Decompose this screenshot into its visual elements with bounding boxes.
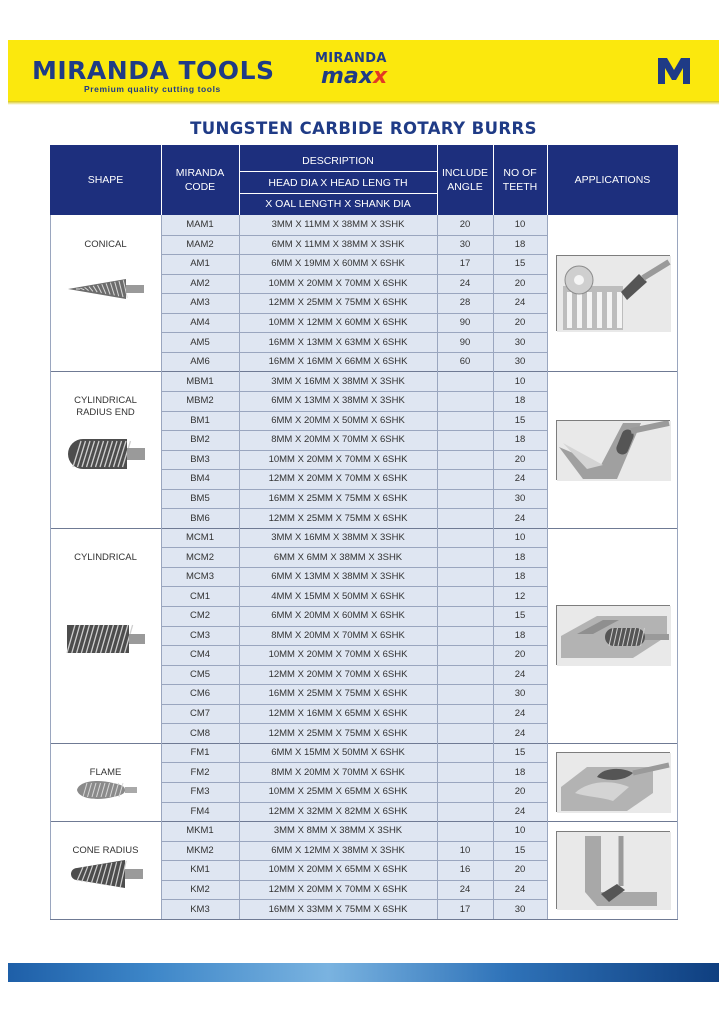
row-divider: [161, 782, 547, 783]
cell-desc: 10MM X 20MM X 70MM X 6SHK: [268, 453, 408, 465]
row-divider: [161, 684, 547, 685]
row-divider: [161, 606, 547, 607]
cell-code: FM2: [190, 766, 210, 778]
cell-desc: 10MM X 20MM X 70MM X 6SHK: [268, 277, 408, 289]
brand-logo-text: MIRANDA TOOLS: [32, 56, 275, 85]
row-divider: [161, 235, 547, 236]
row-divider: [161, 313, 547, 314]
cell-angle: 28: [459, 297, 471, 309]
table-row: [50, 235, 678, 255]
table-row: [50, 723, 678, 743]
table-row: [50, 254, 678, 274]
cell-code: MBM1: [186, 375, 214, 387]
table-row: [50, 411, 678, 431]
cell-desc: 6MM X 20MM X 60MM X 6SHK: [271, 610, 405, 622]
cell-desc: 10MM X 25MM X 65MM X 6SHK: [268, 786, 408, 798]
cell-code: CM6: [189, 688, 211, 700]
row-divider: [161, 293, 547, 294]
shape-label: FLAME: [89, 766, 122, 778]
cell-code: MKM2: [186, 844, 214, 856]
cell-teeth: 15: [514, 414, 526, 426]
cell-teeth: 24: [514, 727, 526, 739]
row-divider: [161, 880, 547, 881]
table-row: [50, 665, 678, 685]
table-row: [50, 469, 678, 489]
cell-desc: 12MM X 25MM X 75MM X 6SHK: [268, 727, 408, 739]
cell-desc: 6MM X 20MM X 50MM X 6SHK: [271, 414, 405, 426]
cell-teeth: 30: [514, 492, 526, 504]
cell-angle: 90: [459, 317, 471, 329]
cell-desc: 12MM X 20MM X 70MM X 6SHK: [268, 473, 408, 485]
cell-code: BM4: [190, 473, 210, 485]
cell-angle: 30: [459, 238, 471, 250]
header-col-divider: [547, 145, 548, 215]
cell-teeth: 24: [514, 708, 526, 720]
cell-angle: 24: [459, 883, 471, 895]
table-row: [50, 704, 678, 724]
cell-angle: [437, 762, 493, 782]
table-row: [50, 430, 678, 450]
table-row: [50, 352, 678, 372]
cell-code: CM2: [189, 610, 211, 622]
table-row: [50, 899, 678, 919]
row-divider: [161, 391, 547, 392]
cell-code: FM1: [190, 747, 210, 759]
row-divider: [161, 860, 547, 861]
row-divider: [161, 274, 547, 275]
cell-teeth: 18: [514, 551, 526, 563]
cell-code: BM6: [190, 512, 210, 524]
shape-label: CONICAL: [84, 239, 127, 250]
table-row: [50, 528, 678, 548]
cell-teeth: 24: [514, 473, 526, 485]
table-row: [50, 274, 678, 294]
table-row: [50, 450, 678, 470]
cell-teeth: 15: [514, 258, 526, 270]
cell-desc: 4MM X 15MM X 50MM X 6SHK: [271, 590, 405, 602]
cell-teeth: 20: [514, 277, 526, 289]
header-divider: [239, 193, 437, 194]
cell-teeth: 10: [514, 532, 526, 544]
cell-angle: 17: [459, 903, 471, 915]
cell-teeth: 15: [514, 844, 526, 856]
header-code: MIRANDA CODE: [175, 167, 225, 193]
cell-desc: 8MM X 20MM X 70MM X 6SHK: [271, 629, 405, 641]
col-divider: [50, 215, 51, 919]
cell-code: CM5: [189, 668, 211, 680]
cell-code: BM3: [190, 453, 210, 465]
cell-teeth: 20: [514, 317, 526, 329]
cell-angle: [437, 371, 493, 391]
row-divider: [161, 450, 547, 451]
header-col-divider: [493, 145, 494, 215]
cell-teeth: 12: [514, 590, 526, 602]
cell-angle: [437, 723, 493, 743]
header-desc-line1: HEAD DIA X HEAD LENG TH: [268, 177, 408, 189]
cell-desc: 6MM X 6MM X 38MM X 3SHK: [273, 551, 403, 563]
cell-angle: 16: [459, 864, 471, 876]
row-divider: [161, 469, 547, 470]
cell-angle: [437, 430, 493, 450]
cell-angle: [437, 508, 493, 528]
cell-code: MCM2: [186, 551, 214, 563]
row-divider: [161, 645, 547, 646]
maxx-logo-bottom: [321, 65, 387, 89]
table-row: [50, 371, 678, 391]
row-divider: [161, 489, 547, 490]
cell-teeth: 18: [514, 395, 526, 407]
monogram-logo-icon: [656, 54, 692, 88]
cell-angle: [437, 665, 493, 685]
cell-desc: 16MM X 25MM X 75MM X 6SHK: [268, 492, 408, 504]
cell-angle: [437, 567, 493, 587]
maxx-logo-top: MIRANDA: [315, 51, 387, 66]
cell-desc: 6MM X 12MM X 38MM X 3SHK: [271, 844, 405, 856]
cell-angle: [437, 411, 493, 431]
cell-desc: 6MM X 15MM X 50MM X 6SHK: [271, 747, 405, 759]
table-row: [50, 802, 678, 822]
table-row: [50, 860, 678, 880]
cell-teeth: 24: [514, 668, 526, 680]
cell-angle: 90: [459, 336, 471, 348]
cell-code: AM6: [190, 356, 210, 368]
cell-angle: [437, 547, 493, 567]
row-divider: [161, 665, 547, 666]
cell-angle: 10: [459, 844, 471, 856]
cell-desc: 16MM X 13MM X 63MM X 6SHK: [268, 336, 408, 348]
row-divider: [161, 411, 547, 412]
cell-angle: [437, 684, 493, 704]
cell-desc: 10MM X 20MM X 65MM X 6SHK: [268, 864, 408, 876]
table-row: [50, 626, 678, 646]
cell-teeth: 10: [514, 219, 526, 231]
cell-angle: [437, 528, 493, 548]
cell-code: MCM3: [186, 571, 214, 583]
row-divider: [161, 508, 547, 509]
cell-desc: 12MM X 32MM X 82MM X 6SHK: [268, 805, 408, 817]
banner-shadow: [8, 101, 719, 105]
table-row: [50, 782, 678, 802]
cell-teeth: 24: [514, 883, 526, 895]
cell-teeth: 18: [514, 629, 526, 641]
shape-label: CYLINDRICAL: [74, 551, 137, 563]
table-row: [50, 489, 678, 509]
cell-code: MKM1: [186, 825, 214, 837]
cell-desc: 6MM X 13MM X 38MM X 3SHK: [271, 571, 405, 583]
cell-teeth: 20: [514, 786, 526, 798]
row-divider: [161, 899, 547, 900]
cell-code: AM2: [190, 277, 210, 289]
cell-desc: 16MM X 33MM X 75MM X 6SHK: [268, 903, 408, 915]
miranda-maxx-logo: [315, 52, 415, 94]
col-divider: [677, 215, 678, 919]
cell-desc: 12MM X 20MM X 70MM X 6SHK: [268, 883, 408, 895]
maxx-logo-x: x: [372, 64, 388, 89]
cell-teeth: 20: [514, 864, 526, 876]
cell-teeth: 24: [514, 297, 526, 309]
cell-code: KM1: [190, 864, 210, 876]
cell-code: AM5: [190, 336, 210, 348]
cell-teeth: 18: [514, 434, 526, 446]
row-divider: [161, 254, 547, 255]
cell-angle: [437, 821, 493, 841]
cell-desc: 6MM X 13MM X 38MM X 3SHK: [271, 395, 405, 407]
table-row: [50, 215, 678, 235]
cell-teeth: 24: [514, 805, 526, 817]
cell-code: AM4: [190, 317, 210, 329]
row-divider: [161, 762, 547, 763]
cell-desc: 12MM X 16MM X 65MM X 6SHK: [268, 708, 408, 720]
cell-angle: [437, 802, 493, 822]
cell-desc: 10MM X 20MM X 70MM X 6SHK: [268, 649, 408, 661]
maxx-logo-max: max: [321, 64, 373, 89]
cell-desc: 12MM X 25MM X 75MM X 6SHK: [268, 512, 408, 524]
row-divider: [161, 547, 547, 548]
table-row: [50, 880, 678, 900]
cell-code: MAM1: [186, 219, 214, 231]
group-divider: [50, 919, 678, 920]
cell-desc: 16MM X 16MM X 66MM X 6SHK: [268, 356, 408, 368]
cell-code: MAM2: [186, 238, 214, 250]
row-divider: [161, 586, 547, 587]
header-col-divider: [239, 145, 240, 215]
header-desc-line2: X OAL LENGTH X SHANK DIA: [265, 198, 411, 210]
col-divider: [493, 215, 494, 919]
cell-desc: 3MM X 8MM X 38MM X 3SHK: [273, 825, 403, 837]
cell-teeth: 18: [514, 571, 526, 583]
row-divider: [161, 430, 547, 431]
cell-code: CM7: [189, 708, 211, 720]
cell-teeth: 30: [514, 356, 526, 368]
cell-code: AM3: [190, 297, 210, 309]
cell-angle: [437, 450, 493, 470]
table-row: [50, 293, 678, 313]
cell-desc: 10MM X 12MM X 60MM X 6SHK: [268, 317, 408, 329]
row-divider: [161, 352, 547, 353]
cell-code: FM4: [190, 805, 210, 817]
cell-angle: [437, 626, 493, 646]
header-col-divider: [437, 145, 438, 215]
row-divider: [161, 704, 547, 705]
cell-angle: [437, 391, 493, 411]
cell-angle: 17: [459, 258, 471, 270]
cell-code: BM5: [190, 492, 210, 504]
table-row: [50, 586, 678, 606]
cell-teeth: 30: [514, 903, 526, 915]
cell-angle: [437, 586, 493, 606]
cell-code: CM3: [189, 629, 211, 641]
cell-code: BM1: [190, 414, 210, 426]
cell-angle: [437, 469, 493, 489]
cell-desc: 16MM X 25MM X 75MM X 6SHK: [268, 688, 408, 700]
table-row: [50, 821, 678, 841]
col-divider: [161, 215, 162, 919]
page-title: TUNGSTEN CARBIDE ROTARY BURRS: [190, 119, 537, 138]
row-divider: [161, 841, 547, 842]
cell-teeth: 30: [514, 336, 526, 348]
cell-angle: [437, 743, 493, 763]
cell-angle: [437, 489, 493, 509]
cell-code: FM3: [190, 786, 210, 798]
header-angle: INCLUDE ANGLE: [441, 167, 489, 193]
table-row: [50, 508, 678, 528]
col-divider: [547, 215, 548, 919]
row-divider: [161, 723, 547, 724]
header-shape: SHAPE: [87, 174, 124, 186]
cell-angle: 24: [459, 277, 471, 289]
cell-code: MBM2: [186, 395, 214, 407]
table-row: [50, 743, 678, 763]
cell-angle: [437, 704, 493, 724]
cell-angle: 60: [459, 356, 471, 368]
cell-teeth: 15: [514, 747, 526, 759]
cell-angle: 20: [459, 219, 471, 231]
cell-teeth: 15: [514, 610, 526, 622]
table-row: [50, 332, 678, 352]
cell-code: AM1: [190, 258, 210, 270]
cell-teeth: 10: [514, 825, 526, 837]
col-divider: [239, 215, 240, 919]
cell-desc: 12MM X 20MM X 70MM X 6SHK: [268, 668, 408, 680]
cell-angle: [437, 606, 493, 626]
footer-bar: [8, 963, 719, 982]
row-divider: [161, 332, 547, 333]
cell-teeth: 18: [514, 238, 526, 250]
col-divider: [437, 215, 438, 919]
cell-desc: 8MM X 20MM X 70MM X 6SHK: [271, 434, 405, 446]
table-row: [50, 567, 678, 587]
cell-teeth: 10: [514, 375, 526, 387]
header-col-divider: [161, 145, 162, 215]
brand-tagline: Premium quality cutting tools: [84, 84, 221, 94]
cell-teeth: 18: [514, 766, 526, 778]
row-divider: [161, 802, 547, 803]
cell-teeth: 24: [514, 512, 526, 524]
row-divider: [161, 567, 547, 568]
header-description: DESCRIPTION: [302, 155, 374, 167]
cell-teeth: 30: [514, 688, 526, 700]
cell-desc: 6MM X 19MM X 60MM X 6SHK: [271, 258, 405, 270]
shape-label: CONE RADIUS: [72, 845, 139, 857]
product-table: [50, 145, 678, 919]
cell-angle: [437, 782, 493, 802]
cell-code: KM3: [190, 903, 210, 915]
cell-code: CM4: [189, 649, 211, 661]
cell-code: CM8: [189, 727, 211, 739]
table-row: [50, 313, 678, 333]
header-teeth: NO OF TEETH: [502, 167, 538, 193]
table-row: [50, 547, 678, 567]
header-divider: [239, 171, 437, 172]
table-row: [50, 645, 678, 665]
cell-code: BM2: [190, 434, 210, 446]
cell-desc: 3MM X 16MM X 38MM X 3SHK: [271, 532, 405, 544]
header-applications: APPLICATIONS: [574, 174, 651, 186]
cell-desc: 8MM X 20MM X 70MM X 6SHK: [271, 766, 405, 778]
cell-teeth: 20: [514, 649, 526, 661]
cell-desc: 12MM X 25MM X 75MM X 6SHK: [268, 297, 408, 309]
shape-label: CYLINDRICAL RADIUS END: [74, 395, 137, 419]
cell-code: CM1: [189, 590, 211, 602]
cell-angle: [437, 645, 493, 665]
table-row: [50, 762, 678, 782]
table-row: [50, 606, 678, 626]
cell-desc: 3MM X 16MM X 38MM X 3SHK: [271, 375, 405, 387]
row-divider: [161, 626, 547, 627]
cell-desc: 6MM X 11MM X 38MM X 3SHK: [271, 238, 405, 250]
table-row: [50, 684, 678, 704]
table-row: [50, 391, 678, 411]
cell-teeth: 20: [514, 453, 526, 465]
cell-code: KM2: [190, 883, 210, 895]
cell-desc: 3MM X 11MM X 38MM X 3SHK: [271, 219, 405, 231]
cell-code: MCM1: [186, 532, 214, 544]
table-row: [50, 841, 678, 861]
